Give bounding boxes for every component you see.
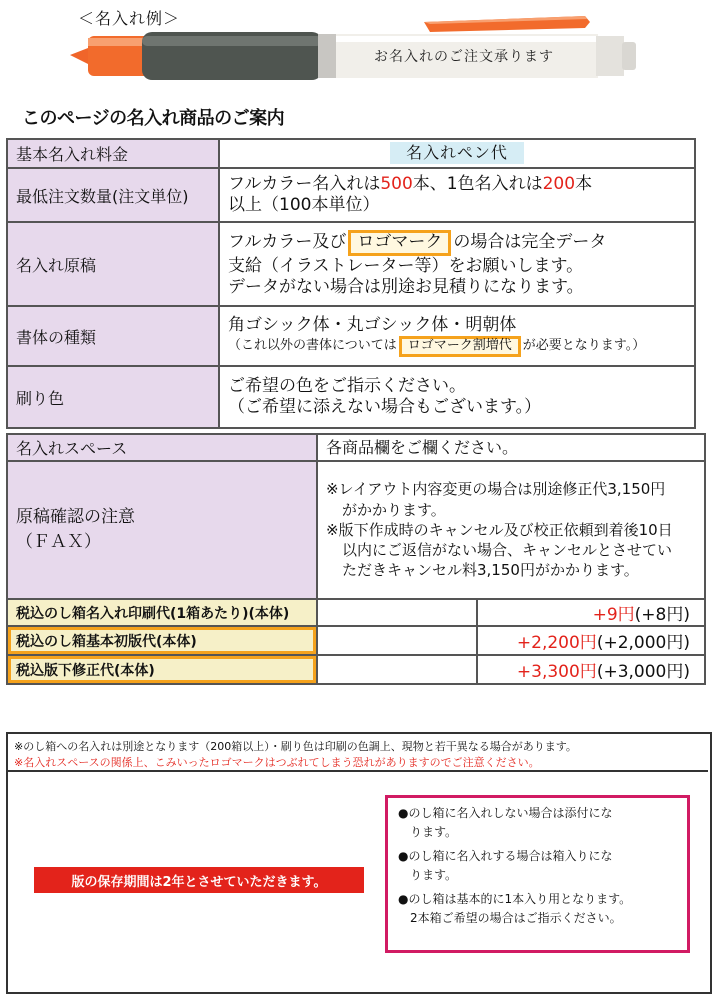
retention-badge: 版の保存期間は2年とさせていただきます。: [34, 867, 364, 893]
price-label: 税込のし箱名入れ印刷代(1箱あたり)(本体): [7, 599, 317, 626]
noshi-note: ●のし箱に名入れしない場合は添付にな ります。: [398, 806, 613, 839]
print-color-label: 刷り色: [7, 366, 219, 428]
price-row: [7, 626, 705, 655]
pen-imprint-text: お名入れのご注文承ります: [374, 49, 554, 65]
price-value: +2,200円(+2,000円): [477, 626, 705, 655]
typeface-value: 角ゴシック体・丸ゴシック体・明朝体 （これ以外の書体については ロゴマーク割増代 が必要となります。）: [219, 306, 695, 366]
manuscript-label: 名入れ原稿: [7, 222, 219, 306]
page-heading: このページの名入れ商品のご案内: [22, 108, 285, 129]
price-value: +9円(+8円): [477, 599, 705, 626]
noshi-note: ●のし箱に名入れする場合は箱入りにな ります。: [398, 849, 613, 882]
price-row: [7, 599, 705, 626]
price-value: +3,300円(+3,000円): [477, 655, 705, 684]
min-order-value: フルカラー名入れは500本、1色名入れは200本 以上（100本単位）: [219, 168, 695, 222]
note-logo-warning: ※名入れスペースの関係上、こみいったロゴマークはつぶれてしまう恐れがありますのでご注意ください。: [14, 756, 540, 769]
pen-fee-header: 名入れペン代: [390, 142, 524, 164]
price-label: 税込のし箱基本初版代(本体): [7, 626, 317, 655]
pen-illustration: [70, 8, 640, 98]
typeface-label: 書体の種類: [7, 306, 219, 366]
price-label: 税込版下修正代(本体): [7, 655, 317, 684]
min-order-label: 最低注文数量(注文単位): [7, 168, 219, 222]
logo-mark-tag: ロゴマーク: [348, 230, 451, 256]
note-noshi-box: ※のし箱への名入れは別途となります（200箱以上）・刷り色は印刷の色調上、現物と若干異なる場合があります。: [14, 740, 577, 753]
logo-surcharge-tag: ロゴマーク割増代: [399, 336, 521, 357]
noshi-note: ●のし箱は基本的に1本入り用となります。 2本箱ご希望の場合はご指示ください。: [398, 892, 632, 925]
example-label: ＜名入れ例＞: [78, 9, 181, 28]
price-row: [7, 655, 705, 684]
noshi-box-notes: [385, 795, 690, 953]
notes-divider: [8, 770, 708, 772]
confirm-label: 原稿確認の注意 （ＦＡＸ）: [7, 461, 317, 599]
space-label: 名入れスペース: [7, 434, 317, 461]
basic-fee-header: 基本名入れ料金: [7, 139, 219, 168]
space-value: 各商品欄をご欄ください。: [317, 434, 705, 461]
imprint-detail-table: [6, 433, 706, 685]
imprint-fee-table: [6, 138, 696, 429]
confirm-notes: ※レイアウト内容変更の場合は別途修正代3,150円 がかかります。 ※版下作成時のキャンセル及び校正依頼到着後10日 以内にご返信がない場合、キャンセルとさせてい ただきキャンセル料3,150円がかかります。: [317, 461, 705, 599]
manuscript-value: フルカラー及び ロゴマーク の場合は完全データ 支給（イラストレーター等）をお願いします。 データがない場合は別途お見積りになります。: [219, 222, 695, 306]
print-color-value: ご希望の色をご指示ください。 （ご希望に添えない場合もございます。）: [219, 366, 695, 428]
